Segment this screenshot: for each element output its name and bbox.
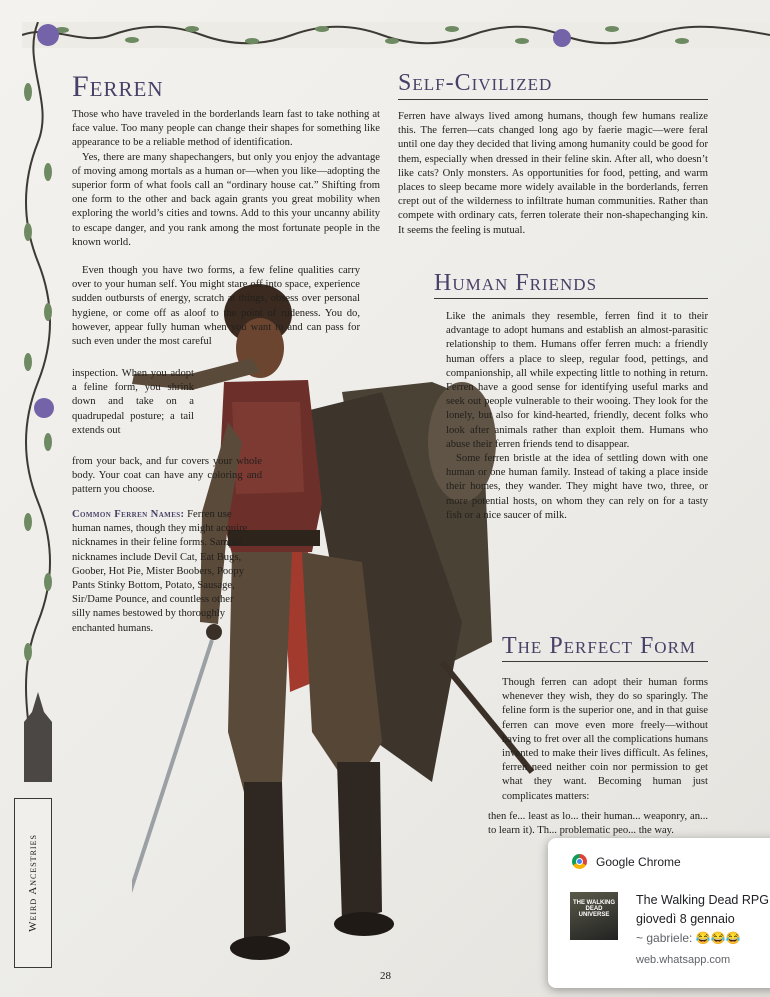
- chapter-tab: [14, 798, 52, 968]
- paragraph: from your back, and fur covers your whole body. Your coat can have any coloring and pattern you choose.: [72, 456, 262, 496]
- paragraph: Yes, there are many shapechangers, but only you enjoy the advantage of moving among mortals as a human or—when you like—adopting the superior form of what fools call an “ordinary house cat.” Shifting from one form to the other and back again grants you great mobility when exploring the world’s cities and towns. Add to this your uncanny ability to escape danger, and you rank among the most fortunate people in the known world.: [72, 151, 380, 248]
- common-names-text: Ferren use human names, though they might acquire nicknames in their feline forms. Sample nicknames include Devil Cat, Eat Bugs, Goober, Hot Pie, Mister Boobers, Poopy Pants Stinky Bottom, Potato, Sausage, Sir/Dame Pounce, and countless other silly names bestowed by thoroughly enchanted humans.: [72, 509, 248, 634]
- heading-ferren: Ferren: [72, 70, 164, 103]
- vine-border-left: [16, 22, 60, 782]
- ferren-qualities-text: [72, 264, 360, 349]
- ferren-feline-text: [72, 367, 194, 438]
- heading-rule: [398, 99, 708, 100]
- chrome-icon: [572, 854, 587, 869]
- paragraph: Even though you have two forms, a few feline qualities carry over to your human self. You might stare off into space, experience sudden outbursts of energy, scratch at things, obsess over personal hygiene, or come off as aloof to the point of rudeness. You do, however, appear fully human when you want to and can pass for such even under the most careful: [72, 265, 360, 348]
- notification-app-name: Google Chrome: [596, 854, 681, 869]
- heading-human-friends: Human Friends: [434, 270, 598, 296]
- vine-border-top: [22, 22, 770, 48]
- perfect-form-text-cont: [488, 810, 708, 838]
- common-names-block: [72, 508, 252, 636]
- paragraph: Though ferren can adopt their human forms whenever they wish, they do so sparingly. The feline form is the superior one, and in that guise ferren can move even more freely—without having to fret over all the complications humans invented to make their lives difficult. As felines, ferren need neither coin nor permission to get what they want. Becoming human just complicates matters:: [502, 677, 708, 802]
- paragraph: Some ferren bristle at the idea of settling down with one human or one human family. Instead of taking a place inside their homes, they wander. They might have two, three, or more potential hosts, on whom they can rely on for a tasty fish or a nice saucer of milk.: [446, 453, 708, 521]
- thumbnail-text: THE WALKING DEAD UNIVERSE: [573, 900, 615, 918]
- common-names-label: Common Ferren Names:: [72, 509, 185, 520]
- notification-source: web.whatsapp.com: [636, 954, 731, 966]
- notification-message: ~ gabriele: 😂😂😂: [636, 931, 741, 945]
- notification-thumbnail: [570, 892, 618, 940]
- ferren-intro-text: [72, 108, 380, 250]
- paragraph: Those who have traveled in the borderlands learn fast to take nothing at face value. Too many people can change their shapes for something like appearance to be a reliable method of identification.: [72, 109, 380, 149]
- paragraph: inspection. When you adopt a feline form, you shrink down and take on a quadrupedal posture; a tail extends out: [72, 368, 194, 436]
- chapter-tab-label: Weird Ancestries: [27, 834, 39, 932]
- self-civilized-text: [398, 110, 708, 238]
- heading-self-civilized: Self-Civilized: [398, 70, 553, 96]
- heading-perfect-form: The Perfect Form: [502, 633, 697, 659]
- page-number: 28: [380, 970, 391, 982]
- chrome-notification[interactable]: [548, 838, 770, 988]
- paragraph: Like the animals they resemble, ferren find it to their advantage to adopt humans and establish an almost-parasitic relationship to them. Humans offer ferren much: a friendly human offers a place to sleep, regular food, pettings, and companionship, all while expecting little to nothing in return. Ferren have a good sense for identifying useful marks and seek out people vulnerable to their wooing. They look for the lonely, but also for kind-hearted, friendly, decent folks who look after animals rather than exploit them. Humans who abuse their ferren friends tend to disappear.: [446, 311, 708, 450]
- ferren-coat-text: [72, 455, 262, 498]
- human-friends-text: [446, 310, 708, 523]
- paragraph: Ferren have always lived among humans, though few humans realize this. The ferren—cats changed long ago by faerie magic—were feral until one day they decided that living among humanity could be good for them, especially when dressed in their feline skin. After all, who doesn’t like cats? Only monsters. As opportunities for food, petting, and warm places to sleep became more widely available in the borderlands, ferren crept out of the wilderness to infiltrate human communities. Rather than compete with ordinary cats, ferren tolerate their non-shapechanging kin. It seems the feeling is mutual.: [398, 111, 708, 236]
- perfect-form-text: [502, 676, 708, 804]
- notification-title: The Walking Dead RPG: [636, 893, 769, 907]
- notification-date: giovedì 8 gennaio: [636, 912, 735, 926]
- notification-header: [572, 854, 681, 869]
- paragraph: then fe... least as lo... their human... weaponry, an... to learn it). Th... problematic peo... the way.: [488, 811, 708, 837]
